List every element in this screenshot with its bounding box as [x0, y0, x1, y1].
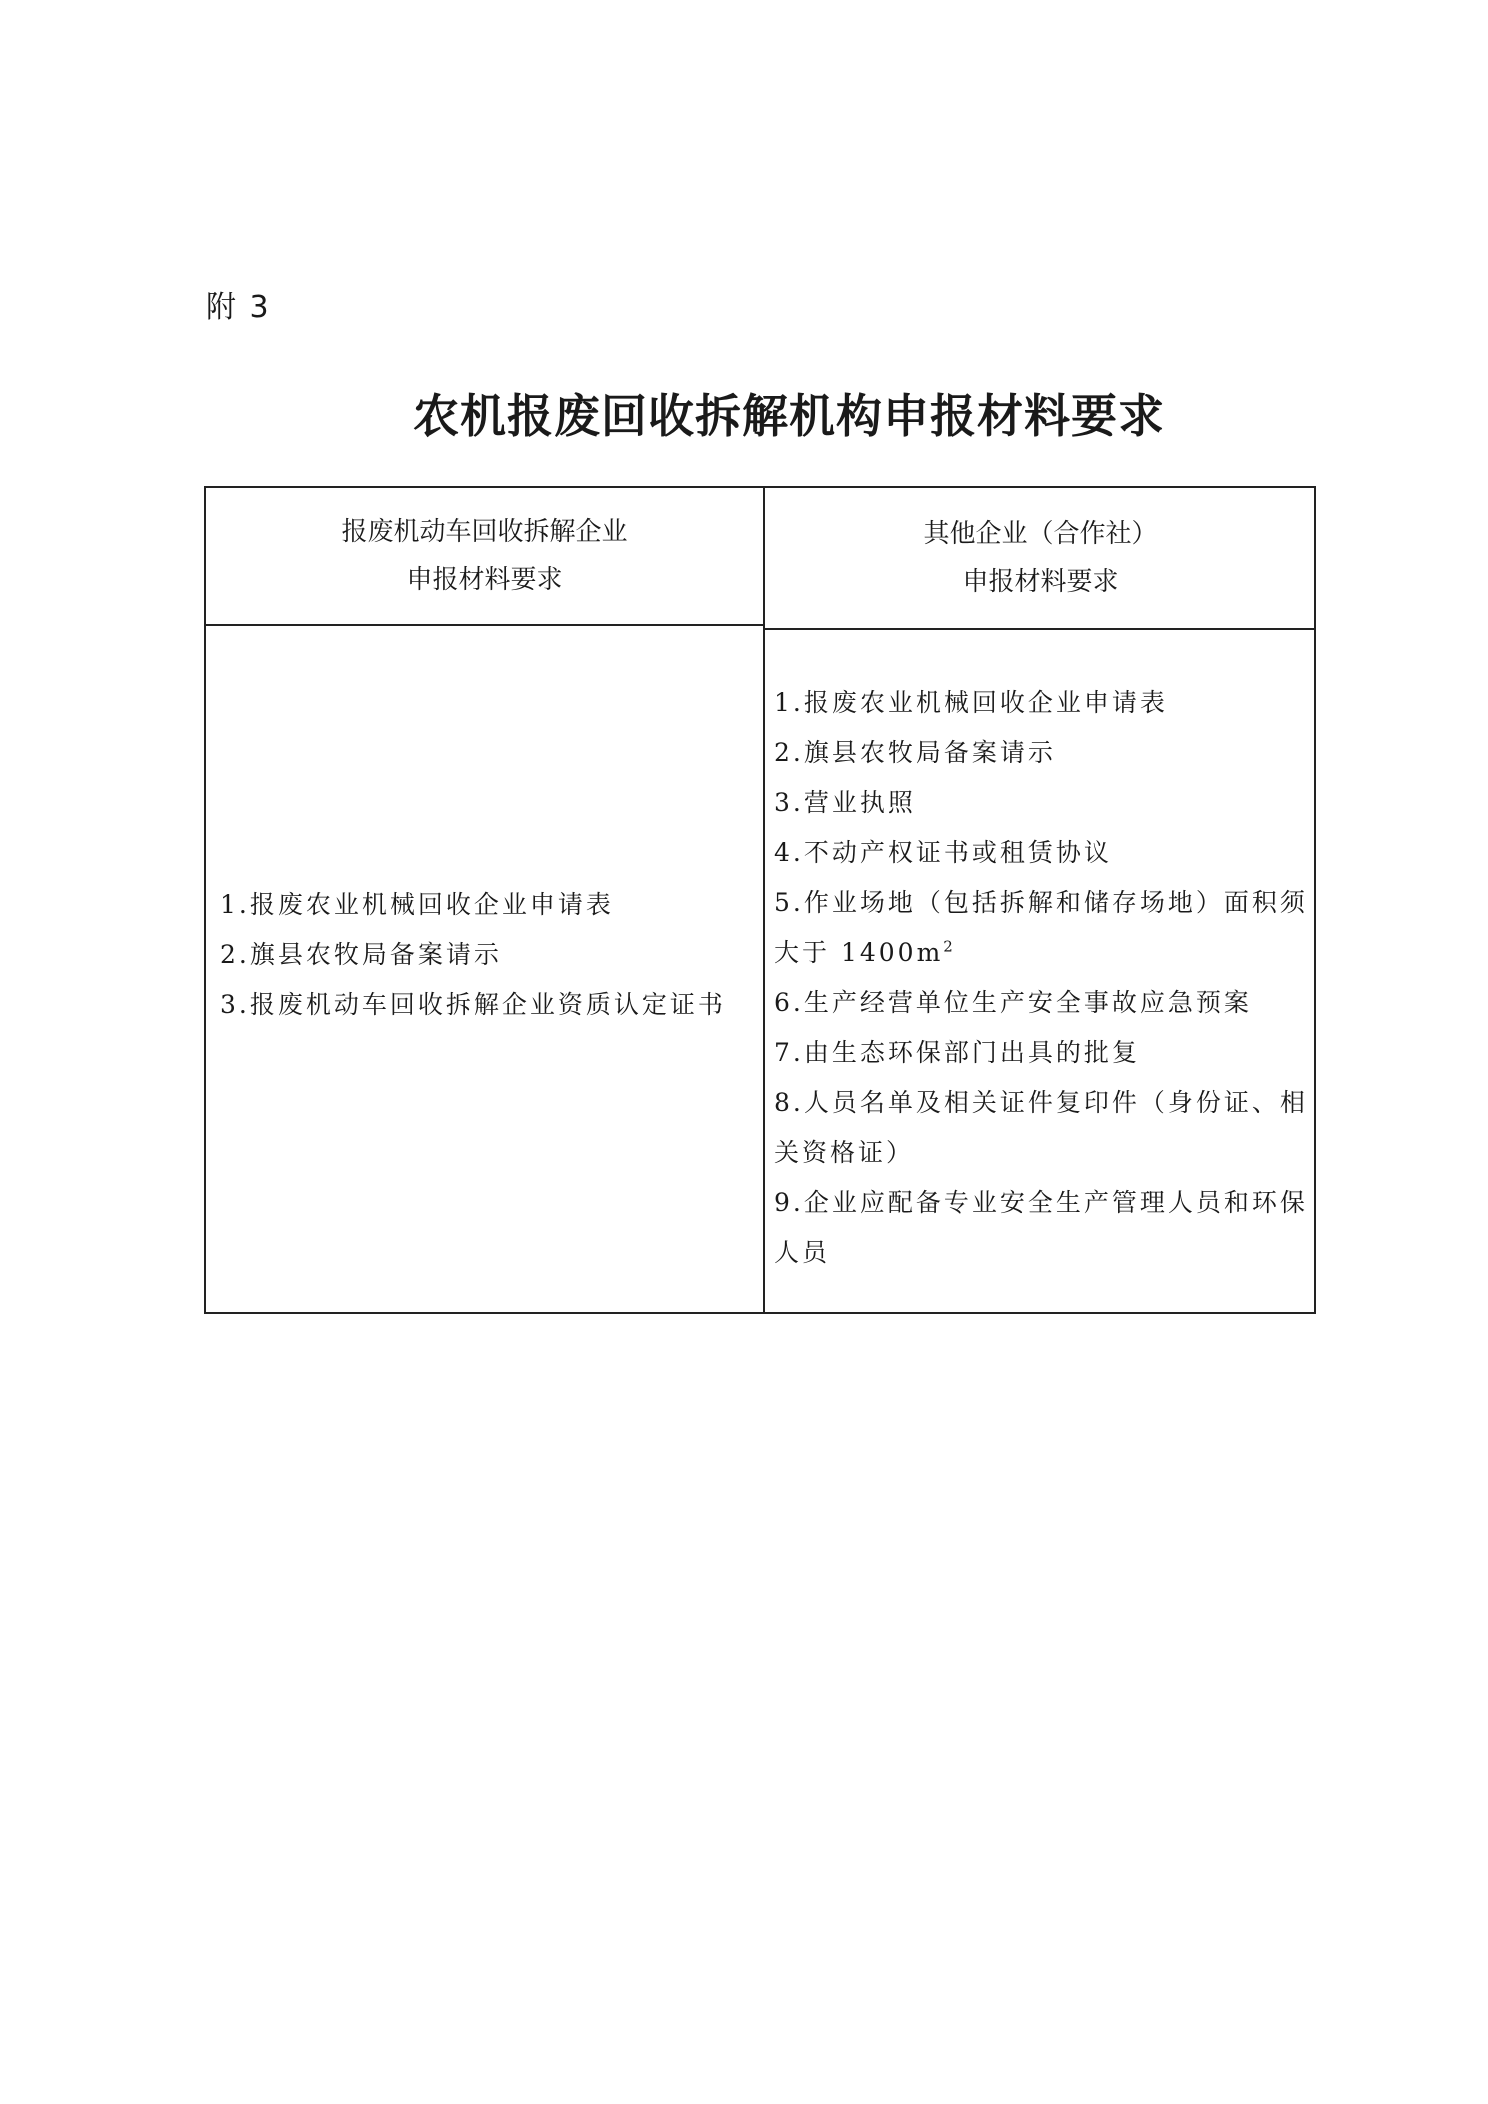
left-column-header — [206, 488, 763, 624]
list-item: 4.不动产权证书或租赁协议 — [774, 838, 1112, 867]
list-item: 1.报废农业机械回收企业申请表 — [774, 688, 1168, 717]
list-item: 8.人员名单及相关证件复印件（身份证、相关资格证） — [774, 1088, 1308, 1167]
list-item: 3.报废机动车回收拆解企业资质认定证书 — [220, 990, 726, 1019]
list-item: 3.营业执照 — [774, 788, 916, 817]
list-item: 6.生产经营单位生产安全事故应急预案 — [774, 988, 1252, 1017]
left-header-line2: 申报材料要求 — [406, 565, 563, 595]
header-divider-left — [206, 624, 764, 626]
right-header-line2: 申报材料要求 — [962, 567, 1119, 597]
requirements-table — [204, 486, 1316, 1314]
right-header-line1: 其他企业（合作社） — [923, 519, 1158, 549]
left-requirements-list — [220, 880, 755, 1030]
list-item: 2.旗县农牧局备案请示 — [220, 940, 502, 969]
right-requirements-list — [774, 678, 1309, 1278]
left-header-line1: 报废机动车回收拆解企业 — [341, 517, 628, 547]
area-superscript: 2 — [943, 937, 956, 956]
list-item: 9.企业应配备专业安全生产管理人员和环保人员 — [774, 1188, 1308, 1267]
area-requirement-text: 5.作业场地（包括拆解和储存场地）面积须大于 1400m — [774, 888, 1308, 967]
document-title: 农机报废回收拆解机构申报材料要求 — [413, 389, 1165, 443]
right-column-header — [765, 488, 1316, 628]
list-item: 1.报废农业机械回收企业申请表 — [220, 890, 614, 919]
header-divider-right — [764, 628, 1316, 630]
list-item: 7.由生态环保部门出具的批复 — [774, 1038, 1140, 1067]
list-item: 2.旗县农牧局备案请示 — [774, 738, 1056, 767]
list-item-area — [774, 878, 1309, 978]
attachment-label: 附 3 — [206, 290, 271, 325]
